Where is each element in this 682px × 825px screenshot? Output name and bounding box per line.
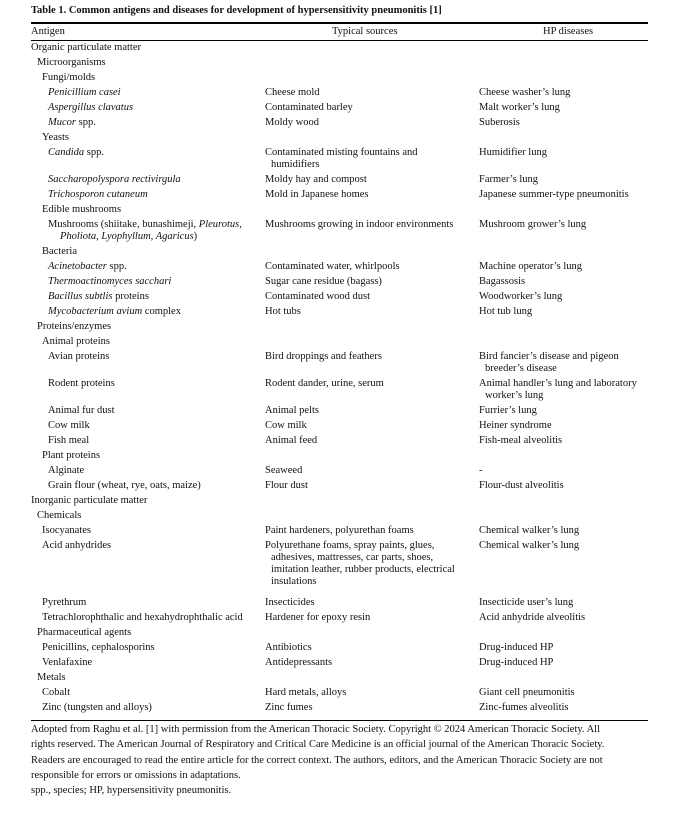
table-row: [31, 672, 648, 687]
footnote-abbreviations: spp., species; HP, hypersensitivity pneumonitis.: [31, 785, 232, 797]
antigen-cell: Acid anhydrides: [42, 540, 112, 551]
antigen-cell: Pyrethrum: [42, 597, 87, 608]
source-cell: Cow milk: [265, 420, 307, 431]
top-rule: [31, 22, 648, 24]
disease-cell: Insecticide user’s lung: [479, 597, 574, 608]
source-cell: Mold in Japanese homes: [265, 189, 369, 200]
antigen-cell: Trichosporon cutaneum: [48, 189, 148, 200]
table-row: [31, 276, 648, 291]
table-row: [31, 525, 648, 540]
disease-cell: Acid anhydride alveolitis: [479, 612, 586, 623]
antigen-cell: Thermoactinomyces sacchari: [48, 276, 172, 287]
antigen-cell: Rodent proteins: [48, 378, 115, 389]
source-cell: Seaweed: [265, 465, 303, 476]
antigen-cell: Plant proteins: [42, 450, 101, 461]
antigen-cell: Grain flour (wheat, rye, oats, maize): [48, 480, 201, 491]
table-row: [31, 117, 648, 132]
disease-cell: Malt worker’s lung: [479, 102, 560, 113]
bottom-rule: [31, 720, 648, 721]
source-cell: Flour dust: [265, 480, 308, 491]
footnote-line: Adopted from Raghu et al. [1] with permission from the American Thoracic Society. Copyright © 2024 American Thoracic Society. All: [31, 724, 601, 735]
antigen-cell: Saccharopolyspora rectivirgula: [48, 174, 181, 185]
antigen-cell: Mucor spp.: [48, 117, 96, 128]
table-row: [31, 306, 648, 321]
table-row: [31, 102, 648, 117]
header-rule: [31, 40, 648, 41]
antigen-cell: Microorganisms: [37, 57, 106, 68]
table-row: [31, 540, 648, 597]
antigen-cell: Mushrooms (shiitake, bunashimeji, Pleurotus, Pholiota, Lyophyllum, Agaricus): [48, 219, 242, 242]
source-cell: Antibiotics: [265, 642, 312, 653]
table-row: [31, 465, 648, 480]
disease-cell: Heiner syndrome: [479, 420, 552, 431]
disease-cell: Chemical walker’s lung: [479, 525, 580, 536]
antigen-cell: Proteins/enzymes: [37, 321, 112, 332]
disease-cell: Furrier’s lung: [479, 405, 537, 416]
antigen-cell: Candida spp.: [48, 147, 105, 158]
antigen-cell: Penicillins, cephalosporins: [42, 642, 155, 653]
table-row: [31, 72, 648, 87]
table-row: [31, 405, 648, 420]
source-cell: Animal feed: [265, 435, 318, 446]
antigen-table: [31, 42, 648, 717]
table-row: [31, 687, 648, 702]
table-row: [31, 174, 648, 189]
table-row: [31, 147, 648, 174]
table-row: [31, 351, 648, 378]
disease-cell: Japanese summer-type pneumonitis: [479, 189, 629, 200]
table-row: [31, 480, 648, 495]
source-cell: Rodent dander, urine, serum: [265, 378, 384, 389]
disease-cell: Chemical walker’s lung: [479, 540, 580, 551]
table-row: [31, 291, 648, 306]
disease-cell: Machine operator’s lung: [479, 261, 583, 272]
antigen-cell: Fungi/molds: [42, 72, 96, 83]
disease-cell: Farmer’s lung: [479, 174, 539, 185]
antigen-cell: Alginate: [48, 465, 85, 476]
table-row: [31, 204, 648, 219]
header-antigen: Antigen: [31, 26, 65, 37]
disease-cell: Flour-dust alveolitis: [479, 480, 564, 491]
disease-cell: Animal handler’s lung and laboratory worker’s lung: [479, 378, 637, 401]
antigen-cell: Cobalt: [42, 687, 70, 698]
antigen-cell: Inorganic particulate matter: [31, 495, 148, 506]
table-row: [31, 450, 648, 465]
header-hp-diseases: HP diseases: [543, 26, 594, 37]
footnote-line: rights reserved. The American Journal of Respiratory and Critical Care Medicine is an official journal of the American Thoracic Society.: [31, 739, 605, 751]
source-cell: Polyurethane foams, spray paints, glues, adhesives, mattresses, car parts, shoes, imitation leather, rubber products, electrical insulations: [265, 540, 455, 587]
disease-cell: Drug-induced HP: [479, 657, 554, 668]
antigen-cell: Bacillus subtlis proteins: [48, 291, 149, 302]
antigen-cell: Mycobacterium avium complex: [48, 306, 181, 317]
disease-cell: -: [479, 465, 483, 476]
antigen-cell: Edible mushrooms: [42, 204, 122, 215]
source-cell: Hard metals, alloys: [265, 687, 347, 698]
antigen-cell: Aspergillus clavatus: [48, 102, 134, 113]
antigen-cell: Chemicals: [37, 510, 82, 521]
footnote-line: Readers are encouraged to read the entire article for the correct context. The authors, editors, and the American Thoracic Society are not: [31, 754, 603, 766]
source-cell: Bird droppings and feathers: [265, 351, 382, 362]
source-cell: Hot tubs: [265, 306, 301, 317]
antigen-cell: Yeasts: [42, 132, 69, 143]
table-row: [31, 378, 648, 405]
table-row: [31, 612, 648, 627]
antigen-cell: Bacteria: [42, 246, 77, 257]
table-row: [31, 627, 648, 642]
table-row: [31, 657, 648, 672]
source-cell: Animal pelts: [265, 405, 319, 416]
source-cell: Mushrooms growing in indoor environments: [265, 219, 454, 230]
antigen-cell: Pharmaceutical agents: [37, 627, 132, 638]
disease-cell: Giant cell pneumonitis: [479, 687, 575, 698]
disease-cell: Cheese washer’s lung: [479, 87, 571, 98]
disease-cell: Mushroom grower’s lung: [479, 219, 587, 230]
table-row: [31, 261, 648, 276]
antigen-cell: Acinetobacter spp.: [48, 261, 127, 272]
source-cell: Moldy hay and compost: [265, 174, 367, 185]
antigen-cell: Fish meal: [48, 435, 90, 446]
table-row: [31, 597, 648, 612]
antigen-cell: Animal fur dust: [48, 405, 115, 416]
antigen-cell: Zinc (tungsten and alloys): [42, 702, 152, 713]
antigen-cell: Tetrachlorophthalic and hexahydrophthalic acid: [42, 612, 243, 623]
source-cell: Zinc fumes: [265, 702, 313, 713]
table-row: [31, 510, 648, 525]
table-row: [31, 336, 648, 351]
table-footnote: [31, 722, 651, 798]
disease-cell: Zinc-fumes alveolitis: [479, 702, 569, 713]
table-row: [31, 132, 648, 147]
table-row: [31, 42, 648, 57]
source-cell: Insecticides: [265, 597, 315, 608]
table-row: [31, 435, 648, 450]
table-row: [31, 87, 648, 102]
disease-cell: Bagassosis: [479, 276, 526, 287]
table-row: [31, 702, 648, 717]
antigen-cell: Animal proteins: [42, 336, 110, 347]
antigen-cell: Metals: [37, 672, 66, 683]
disease-cell: Fish-meal alveolitis: [479, 435, 563, 446]
source-cell: Moldy wood: [265, 117, 319, 128]
antigen-cell: Isocyanates: [42, 525, 91, 536]
source-cell: Cheese mold: [265, 87, 320, 98]
source-cell: Contaminated water, whirlpools: [265, 261, 400, 272]
antigen-cell: Penicillium casei: [48, 87, 121, 98]
table-row: [31, 219, 648, 246]
disease-cell: Bird fancier’s disease and pigeon breeder’s disease: [479, 351, 619, 374]
table-title: Table 1. Common antigens and diseases for development of hypersensitivity pneumonitis [1]: [31, 5, 442, 16]
disease-cell: Woodworker’s lung: [479, 291, 563, 302]
table-row: [31, 321, 648, 336]
source-cell: Antidepressants: [265, 657, 333, 668]
source-cell: Hardener for epoxy resin: [265, 612, 371, 623]
header-typical-sources: Typical sources: [332, 26, 398, 37]
antigen-cell: Organic particulate matter: [31, 42, 142, 53]
antigen-cell: Venlafaxine: [42, 657, 93, 668]
disease-cell: Humidifier lung: [479, 147, 547, 158]
antigen-cell: Cow milk: [48, 420, 90, 431]
table-row: [31, 57, 648, 72]
table-row: [31, 420, 648, 435]
disease-cell: Suberosis: [479, 117, 520, 128]
antigen-cell: Avian proteins: [48, 351, 110, 362]
source-cell: Paint hardeners, polyurethan foams: [265, 525, 414, 536]
source-cell: Contaminated wood dust: [265, 291, 370, 302]
source-cell: Sugar cane residue (bagass): [265, 276, 382, 287]
disease-cell: Drug-induced HP: [479, 642, 554, 653]
source-cell: Contaminated misting fountains and humidifiers: [265, 147, 418, 170]
table-row: [31, 189, 648, 204]
table-row: [31, 246, 648, 261]
disease-cell: Hot tub lung: [479, 306, 533, 317]
table-row: [31, 642, 648, 657]
source-cell: Contaminated barley: [265, 102, 353, 113]
footnote-line: responsible for errors or omissions in adaptations.: [31, 769, 241, 781]
table-row: [31, 495, 648, 510]
